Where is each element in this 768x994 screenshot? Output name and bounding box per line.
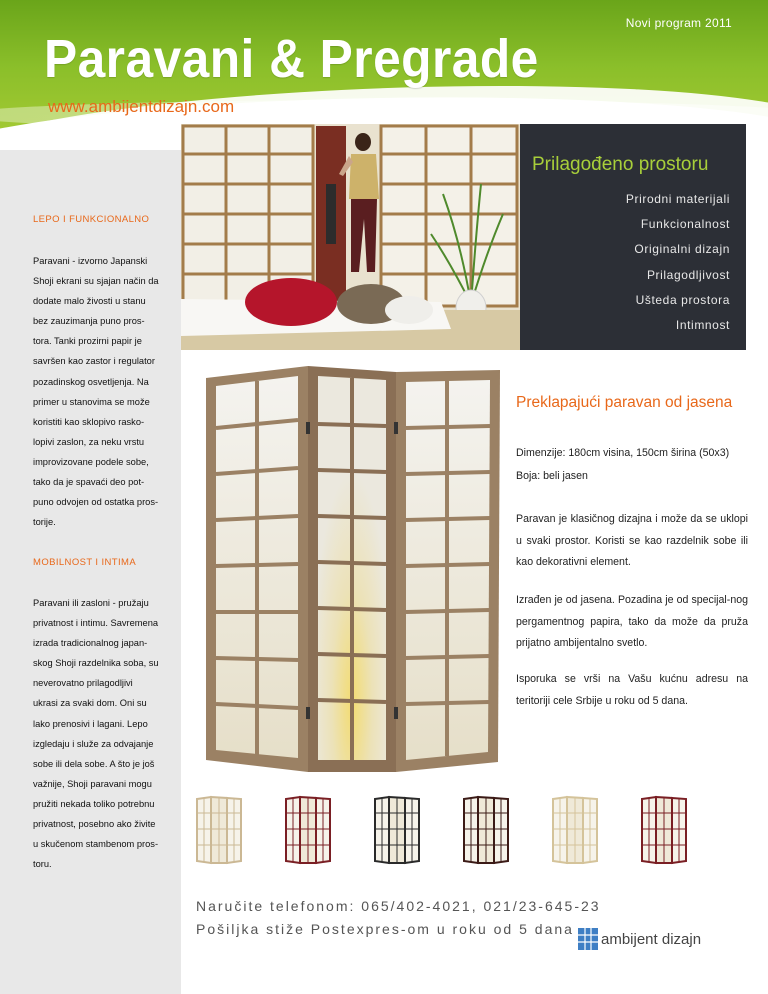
sidebar-line: improvizovane podele sobe, [33,456,149,467]
logo-icon [578,928,598,950]
program-label: Novi program 2011 [625,16,732,30]
sidebar-line: toru. [33,859,52,870]
sidebar-line: tora. Tanki prozirni papir je [33,336,142,347]
sidebar-line: dodate malo živosti u stanu [33,296,146,307]
product-paragraph-1: Paravan je klasičnog dizajna i može da se uklopi u svaki prostor. Koristi se kao razdelnik sobe ili kao dekorativni element. [516,513,748,568]
thumbnail-mahogany[interactable] [462,795,510,865]
sidebar-line: neverovatno prilagodljivi [33,678,133,689]
sidebar-line: Paravani ili zasloni - pružaju [33,598,149,608]
sidebar-line: koristiti kao sklopivo rasko- [33,416,145,427]
sidebar-line: izrada tradicionalnog japan- [33,638,148,649]
sidebar-line: lako prenosivi i lagani. Lepo [33,718,148,729]
section-heading-lepo: LEPO I FUNKCIONALNO [33,214,150,225]
sidebar-line: savršen kao zastor i regulator [33,356,155,367]
company-logo [578,927,701,951]
order-phone: Naručite telefonom: 065/402-4021, 021/23-645-23 [196,898,601,914]
product-heading: Preklapajući paravan od jasena [516,394,733,411]
sidebar-line: privatnost, posebno ako živite [33,819,156,830]
thumbnail-natural[interactable] [195,795,243,865]
sidebar-line: važnije, Shoji paravani mogu [33,778,152,789]
features-list [626,192,730,343]
sidebar-line: sobe ili dela sobe. A što je još [33,758,155,769]
feature-item: Prirodni materijali [625,192,730,206]
sidebar-line: Paravani - izvorno Japanski [33,256,148,266]
feature-item: Ušteda prostora [635,292,730,307]
section-text-mobilnost [33,593,171,874]
thumbnail-black[interactable] [373,795,421,865]
section-heading-mobilnost: MOBILNOST I INTIMA [33,557,137,568]
sidebar-line: puno odvojen od ostatka pros- [33,497,159,508]
logo-text: ambijent dizajn [601,930,702,948]
sidebar-line: pružiti nekada toliko potrebnu [33,798,155,809]
sidebar-line: tako da je spavaći deo pot- [33,477,145,488]
feature-item: Intimnost [675,317,730,332]
sidebar-line: pozadinskog osvetljenja. Na [33,376,149,387]
sidebar-line: torije. [33,517,56,528]
feature-item: Originalni dizajn [634,242,730,257]
feature-item: Prilagodljivost [646,267,730,282]
thumbnail-natural-light[interactable] [551,795,599,865]
sidebar-line: izgledaju i služe za odvajanje [33,738,154,749]
sidebar-line: ukrasi za svaki dom. Oni su [33,698,147,709]
product-image [200,362,505,777]
sidebar-line: primer u stanovima se može [33,396,150,407]
product-paragraph-3: Isporuka se vrši na Vašu kućnu adresu na teritoriji cele Srbije u roku od 5 dana. [516,673,748,707]
product-paragraph-2: Izrađen je od jasena. Pozadina je od specijal-nog pergamentnog papira, tako da može da pruža prijatno ambijentalno svetlo. [516,594,748,649]
features-panel [520,124,746,350]
section-text-lepo [33,251,171,532]
website-link[interactable]: www.ambijentdizajn.com [48,97,235,116]
sidebar-line: bez zauzimanja puno pros- [33,316,145,327]
sidebar-line: privatnost i intimu. Savremena [33,618,159,629]
product-dimensions: Dimenzije: 180cm visina, 150cm širina (50x3) [516,447,730,459]
thumbnail-cherry-2[interactable] [640,795,688,865]
color-variants [195,795,715,867]
sidebar-line: Shoji ekrani su sjajan način da [33,276,159,287]
sidebar-line: lopivi zaslon, za neku vrstu [33,436,145,447]
product-color: Boja: beli jasen [516,470,588,482]
thumbnail-cherry[interactable] [284,795,332,865]
features-heading: Prilagođeno prostoru [532,154,709,175]
feature-item: Funkcionalnost [640,217,730,232]
sidebar-line: skog Shoji razdelnika soba, su [33,658,159,669]
room-photo [181,124,521,350]
sidebar-line: u skučenom stambenom pros- [33,839,159,850]
shipping-info: Pošiljka stiže Postexpres-om u roku od 5 dana [196,921,574,937]
page-title: Paravani & Pregrade [44,29,539,89]
